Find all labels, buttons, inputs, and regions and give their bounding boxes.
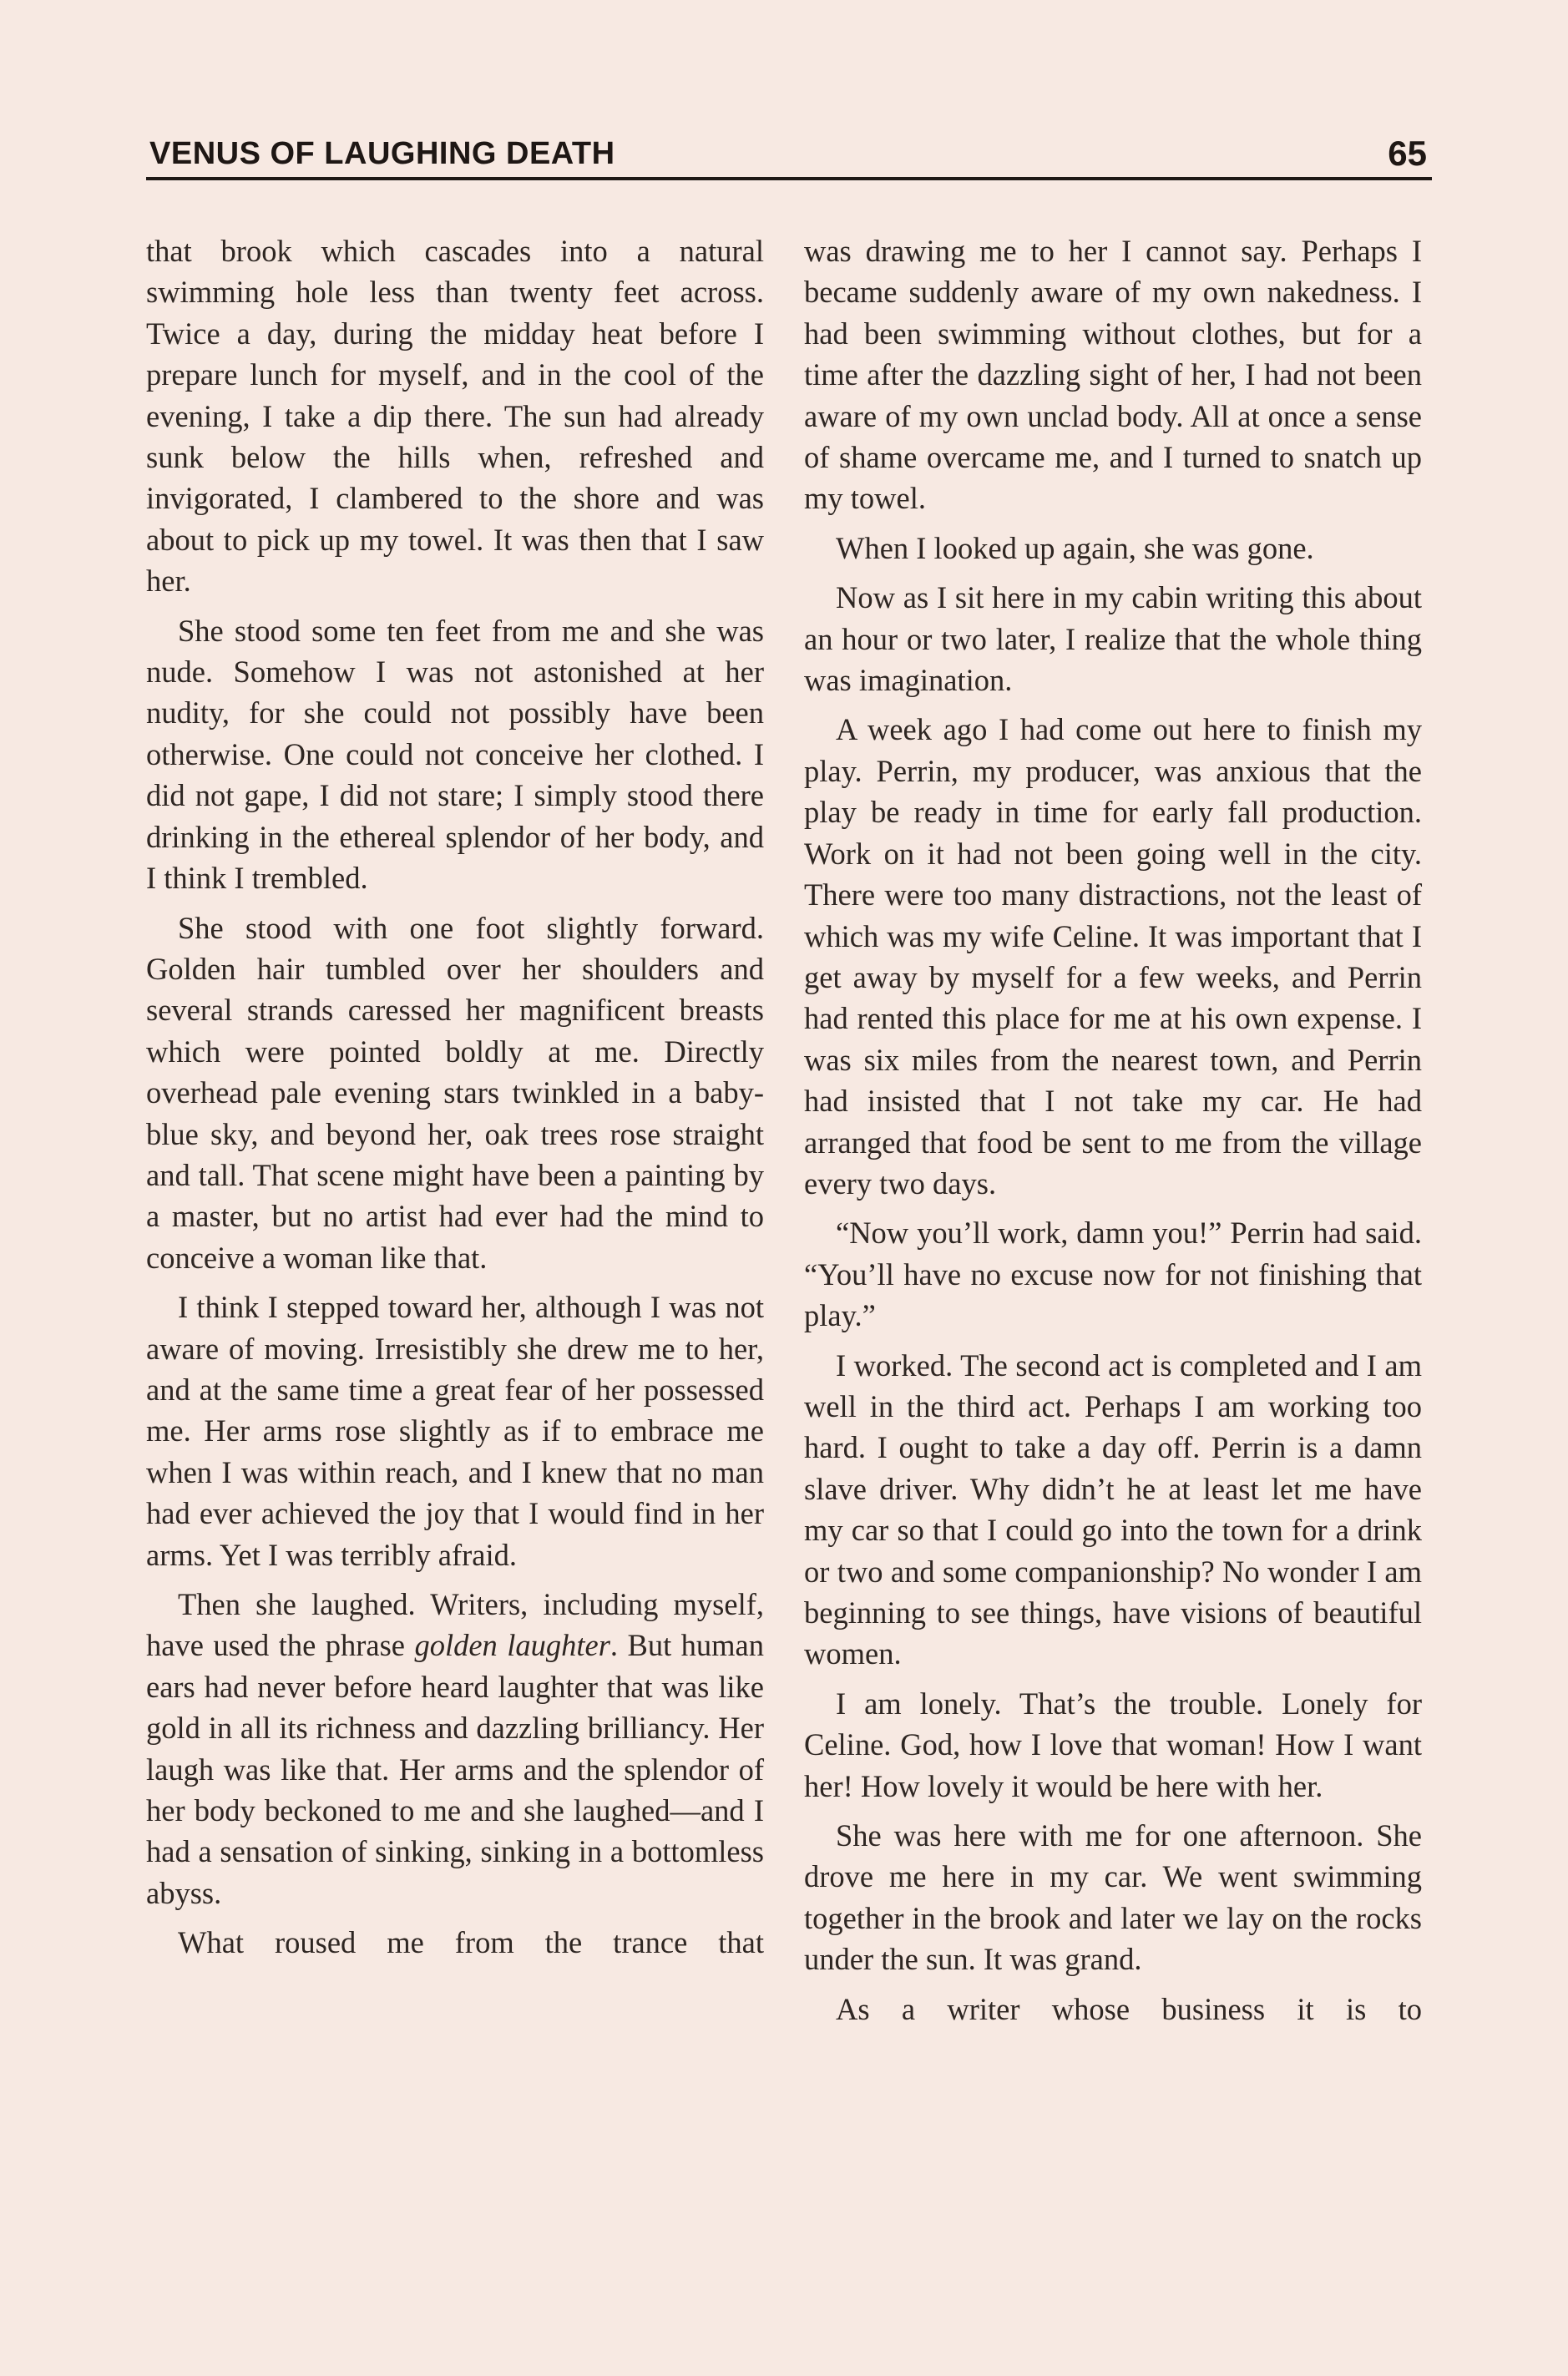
paragraph: What roused me from the trance that xyxy=(178,1925,764,1960)
right-column xyxy=(804,230,1422,2030)
italic-phrase: golden laughter xyxy=(414,1628,610,1663)
paragraph: Now as I sit here in my cabin writing this about an hour or two later, I realize that the whole thing was imagination. xyxy=(804,580,1422,698)
paragraph: She stood with one foot slightly forward. Golden hair tumbled over her shoulders and several strands caressed her magnificent breasts which were pointed boldly at me. Directly overhead pale evening stars twinkled in a baby-blue sky, and beyond her, oak trees rose straight and tall. That scene might have been a painting by a master, but no artist had ever had the mind to conceive a woman like that. xyxy=(146,910,764,1275)
paragraph: that brook which cascades into a natural swimming hole less than twenty feet across. Twice a day, during the midday heat before I prepare lunch for myself, and in the cool of the evening, I take a dip there. The sun had already sunk below the hills when, refreshed and invigorated, I clambered to the shore and was about to pick up my towel. It was then that I saw her. xyxy=(146,234,764,599)
paragraph: “Now you’ll work, damn you!” Perrin had said. “You’ll have no excuse now for not finishing that play.” xyxy=(804,1216,1422,1333)
paragraph: was drawing me to her I cannot say. Perhaps I became suddenly aware of my own nakedness. I had been swimming without clothes, but for a time after the dazzling sight of her, I had not been aware of my own unclad body. All at once a sense of shame overcame me, and I turned to snatch up my towel. xyxy=(804,234,1422,516)
page-number: 65 xyxy=(1388,134,1427,173)
paragraph: As a writer whose business it is to xyxy=(836,1991,1422,2026)
running-header xyxy=(146,125,1432,180)
paragraph: She stood some ten feet from me and she was nude. Somehow I was not astonished at her nudity, for she could not possibly have been otherwise. One could not conceive her clothed. I did not gape, I did not stare; I simply stood there drinking in the ethereal splendor of her body, and I think I trembled. xyxy=(146,613,764,896)
paragraph: I think I stepped toward her, although I was not aware of moving. Irresistibly she drew me to her, and at the same time a great fear of her possessed me. Her arms rose slightly as if to embrace me when I was within reach, and I knew that no man had ever achieved the joy that I would find in her arms. Yet I was terribly afraid. xyxy=(146,1290,764,1572)
paragraph: I worked. The second act is completed and I am well in the third act. Perhaps I am working too hard. I ought to take a day off. Perrin is a damn slave driver. Why didn’t he at least let me have my car so that I could go into the town for a drink or two and some companionship? No wonder I am beginning to see things, have visions of beautiful women. xyxy=(804,1347,1422,1671)
paragraph: I am lonely. That’s the trouble. Lonely for Celine. God, how I love that woman! How I want her! How lovely it would be here with her. xyxy=(804,1686,1422,1803)
paragraph-text: Then she laughed. Writers, including myself, have used the phrase xyxy=(146,1587,764,1663)
paragraph: She was here with me for one afternoon. She drove me here in my car. We went swimming together in the brook and later we lay on the rocks under the sun. It was grand. xyxy=(804,1818,1422,1977)
paragraph xyxy=(146,1584,764,1913)
paragraph: When I looked up again, she was gone. xyxy=(836,530,1314,565)
paragraph: A week ago I had come out here to finish my play. Perrin, my producer, was anxious that the play be ready in time for early fall production. Work on it had not been going well in the city. There were too many distractions, not the least of which was my wife Celine. It was important that I get away by myself for a few weeks, and Perrin had rented this place for me at his own expense. I was six miles from the nearest town, and Perrin had insisted that I not take my car. He had arranged that food be sent to me from the village every two days. xyxy=(804,712,1422,1201)
paragraph-text: . But human ears had never before heard laughter that was like gold in all its richness and dazzling brilliancy. Her laugh was like that. Her arms and the splendor of her body beckoned to me and she laughed—and I had a sensation of sinking, sinking in a bottomless abyss. xyxy=(146,1628,765,1910)
running-title: VENUS OF LAUGHING DEATH xyxy=(149,136,615,171)
left-column xyxy=(146,230,764,1964)
